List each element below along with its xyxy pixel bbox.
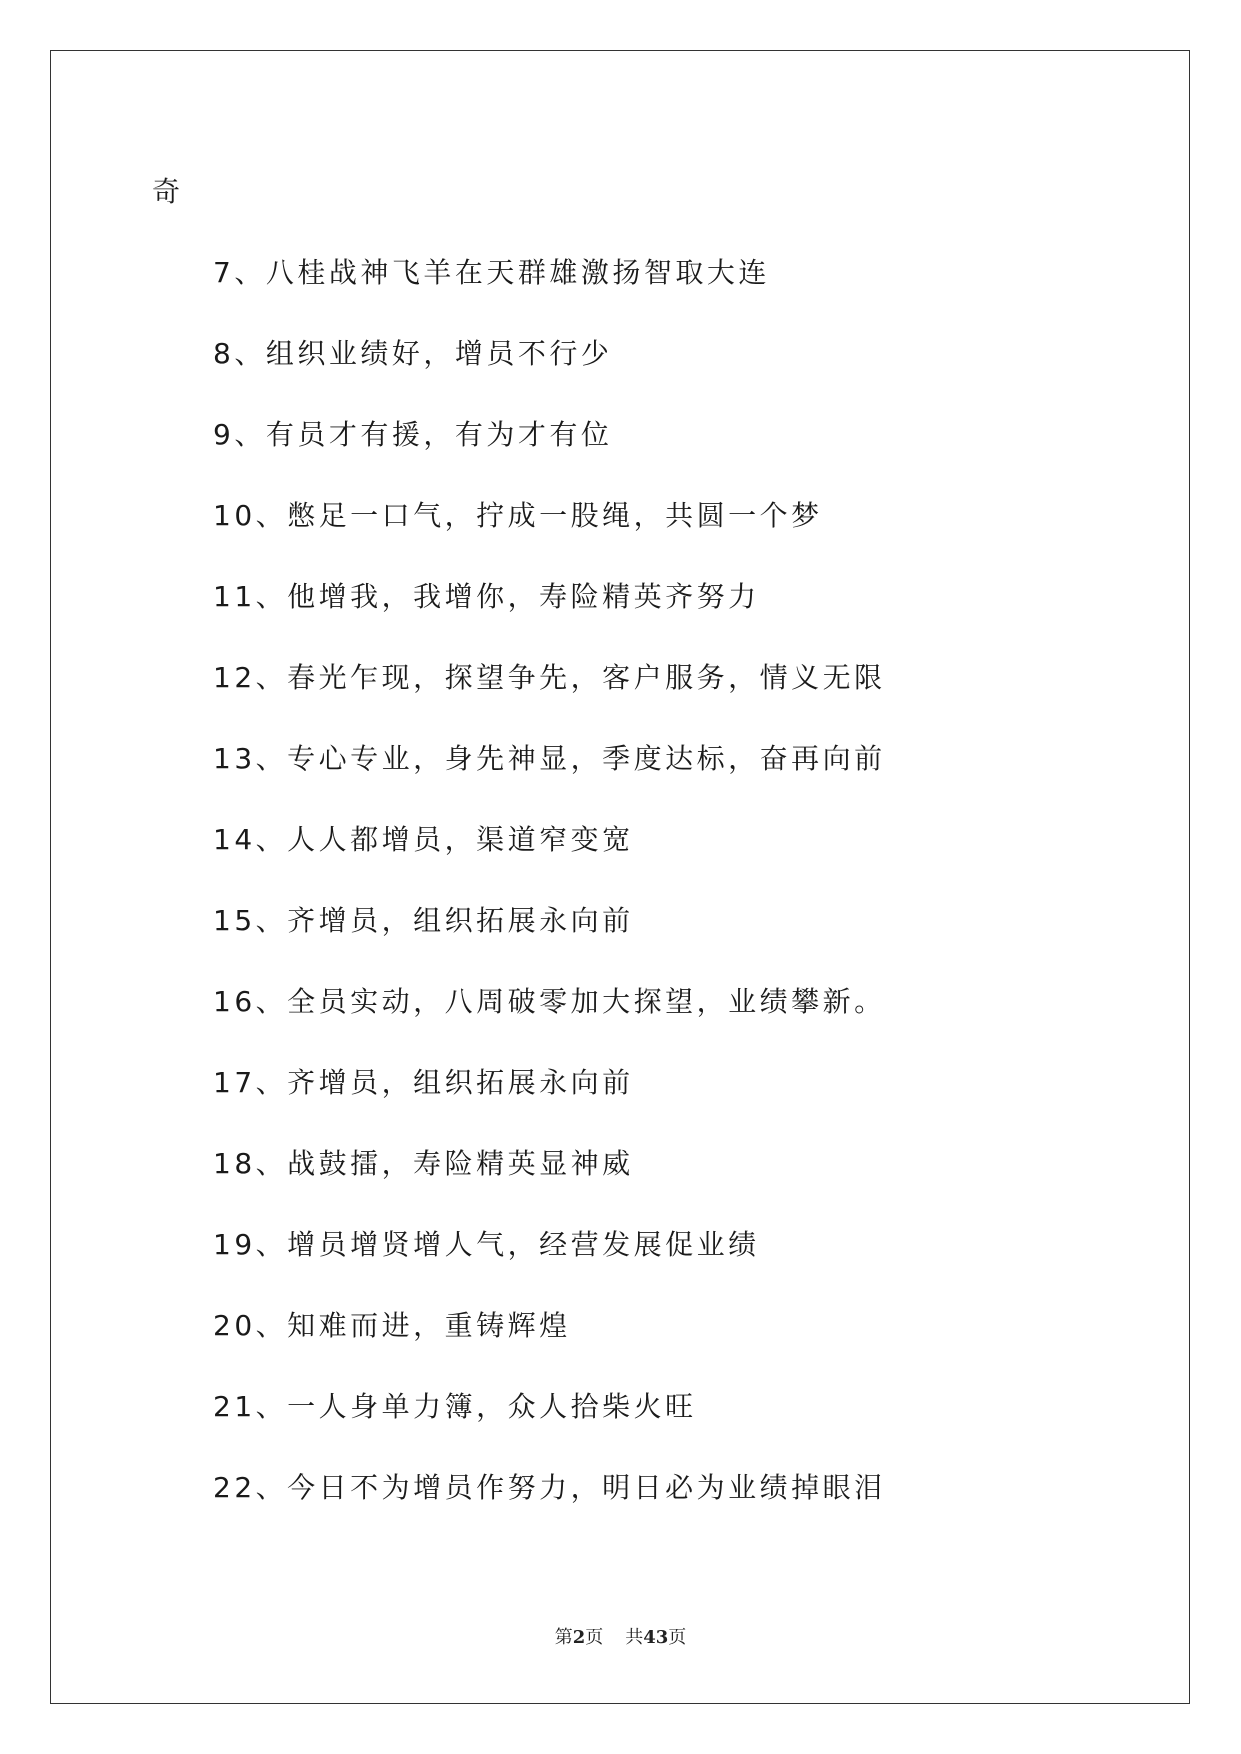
slogan-number: 11 bbox=[213, 580, 256, 613]
slogan-text: 齐增员，组织拓展永向前 bbox=[287, 1066, 634, 1099]
list-item bbox=[213, 1225, 886, 1306]
slogan-separator: 、 bbox=[255, 1228, 288, 1261]
slogan-text: 齐增员，组织拓展永向前 bbox=[287, 904, 634, 937]
slogan-separator: 、 bbox=[255, 985, 288, 1018]
list-item bbox=[213, 1387, 886, 1468]
list-item bbox=[213, 820, 886, 901]
slogan-text: 战鼓擂，寿险精英显神威 bbox=[287, 1147, 634, 1180]
list-item bbox=[213, 1306, 886, 1387]
slogan-separator: 、 bbox=[255, 1147, 288, 1180]
list-item bbox=[213, 739, 886, 820]
list-item bbox=[213, 415, 886, 496]
slogan-separator: 、 bbox=[255, 661, 288, 694]
continuation-text: 奇 bbox=[152, 175, 185, 208]
list-item bbox=[213, 253, 886, 334]
slogan-separator: 、 bbox=[255, 742, 288, 775]
slogan-separator: 、 bbox=[234, 256, 266, 289]
slogan-number: 17 bbox=[213, 1066, 256, 1099]
list-item bbox=[213, 1468, 886, 1549]
slogan-separator: 、 bbox=[255, 1471, 288, 1504]
slogan-separator: 、 bbox=[255, 499, 288, 532]
slogan-number: 16 bbox=[213, 985, 256, 1018]
slogan-number: 19 bbox=[213, 1228, 256, 1261]
page-footer bbox=[0, 1626, 1241, 1650]
slogan-number: 22 bbox=[213, 1471, 256, 1504]
slogan-text: 今日不为增员作努力，明日必为业绩掉眼泪 bbox=[287, 1471, 886, 1504]
footer-total-suffix: 页 bbox=[668, 1627, 687, 1648]
list-item bbox=[213, 982, 886, 1063]
slogan-separator: 、 bbox=[255, 823, 288, 856]
slogan-number: 15 bbox=[213, 904, 256, 937]
slogan-text: 专心专业，身先神显，季度达标，奋再向前 bbox=[287, 742, 886, 775]
slogan-separator: 、 bbox=[255, 580, 288, 613]
list-item bbox=[213, 334, 886, 415]
slogan-number: 12 bbox=[213, 661, 256, 694]
slogan-number: 9 bbox=[213, 418, 235, 451]
list-item bbox=[213, 901, 886, 982]
slogan-text: 春光乍现，探望争先，客户服务，情义无限 bbox=[287, 661, 886, 694]
list-item bbox=[213, 1063, 886, 1144]
footer-total-prefix: 共 bbox=[625, 1627, 644, 1648]
slogan-separator: 、 bbox=[234, 418, 266, 451]
slogan-separator: 、 bbox=[255, 1390, 288, 1423]
slogan-number: 14 bbox=[213, 823, 256, 856]
slogan-text: 组织业绩好，增员不行少 bbox=[265, 337, 613, 370]
slogan-text: 增员增贤增人气，经营发展促业绩 bbox=[287, 1228, 760, 1261]
footer-current-page: 2 bbox=[572, 1627, 586, 1648]
slogan-number: 8 bbox=[213, 337, 235, 370]
slogan-text: 憋足一口气，拧成一股绳，共圆一个梦 bbox=[287, 499, 823, 532]
slogan-number: 13 bbox=[213, 742, 256, 775]
slogan-separator: 、 bbox=[255, 1309, 288, 1342]
slogan-text: 一人身单力簿，众人拾柴火旺 bbox=[287, 1390, 697, 1423]
slogan-text: 知难而进，重铸辉煌 bbox=[287, 1309, 571, 1342]
slogan-text: 他增我，我增你，寿险精英齐努力 bbox=[287, 580, 760, 613]
slogan-number: 7 bbox=[213, 256, 235, 289]
slogan-number: 18 bbox=[213, 1147, 256, 1180]
list-item bbox=[213, 577, 886, 658]
list-item bbox=[213, 658, 886, 739]
slogan-separator: 、 bbox=[255, 904, 288, 937]
slogan-text: 人人都增员，渠道窄变宽 bbox=[287, 823, 634, 856]
slogan-list bbox=[213, 253, 886, 1549]
footer-page-suffix: 页 bbox=[585, 1627, 604, 1648]
slogan-text: 全员实动，八周破零加大探望，业绩攀新。 bbox=[287, 985, 886, 1018]
slogan-separator: 、 bbox=[255, 1066, 288, 1099]
slogan-number: 21 bbox=[213, 1390, 256, 1423]
footer-total-pages: 43 bbox=[643, 1627, 669, 1648]
slogan-number: 20 bbox=[213, 1309, 256, 1342]
slogan-separator: 、 bbox=[234, 337, 266, 370]
slogan-number: 10 bbox=[213, 499, 256, 532]
footer-page-prefix: 第 bbox=[554, 1627, 573, 1648]
slogan-text: 有员才有援，有为才有位 bbox=[265, 418, 613, 451]
slogan-text: 八桂战神飞羊在天群雄激扬智取大连 bbox=[265, 256, 770, 289]
list-item bbox=[213, 496, 886, 577]
list-item bbox=[213, 1144, 886, 1225]
